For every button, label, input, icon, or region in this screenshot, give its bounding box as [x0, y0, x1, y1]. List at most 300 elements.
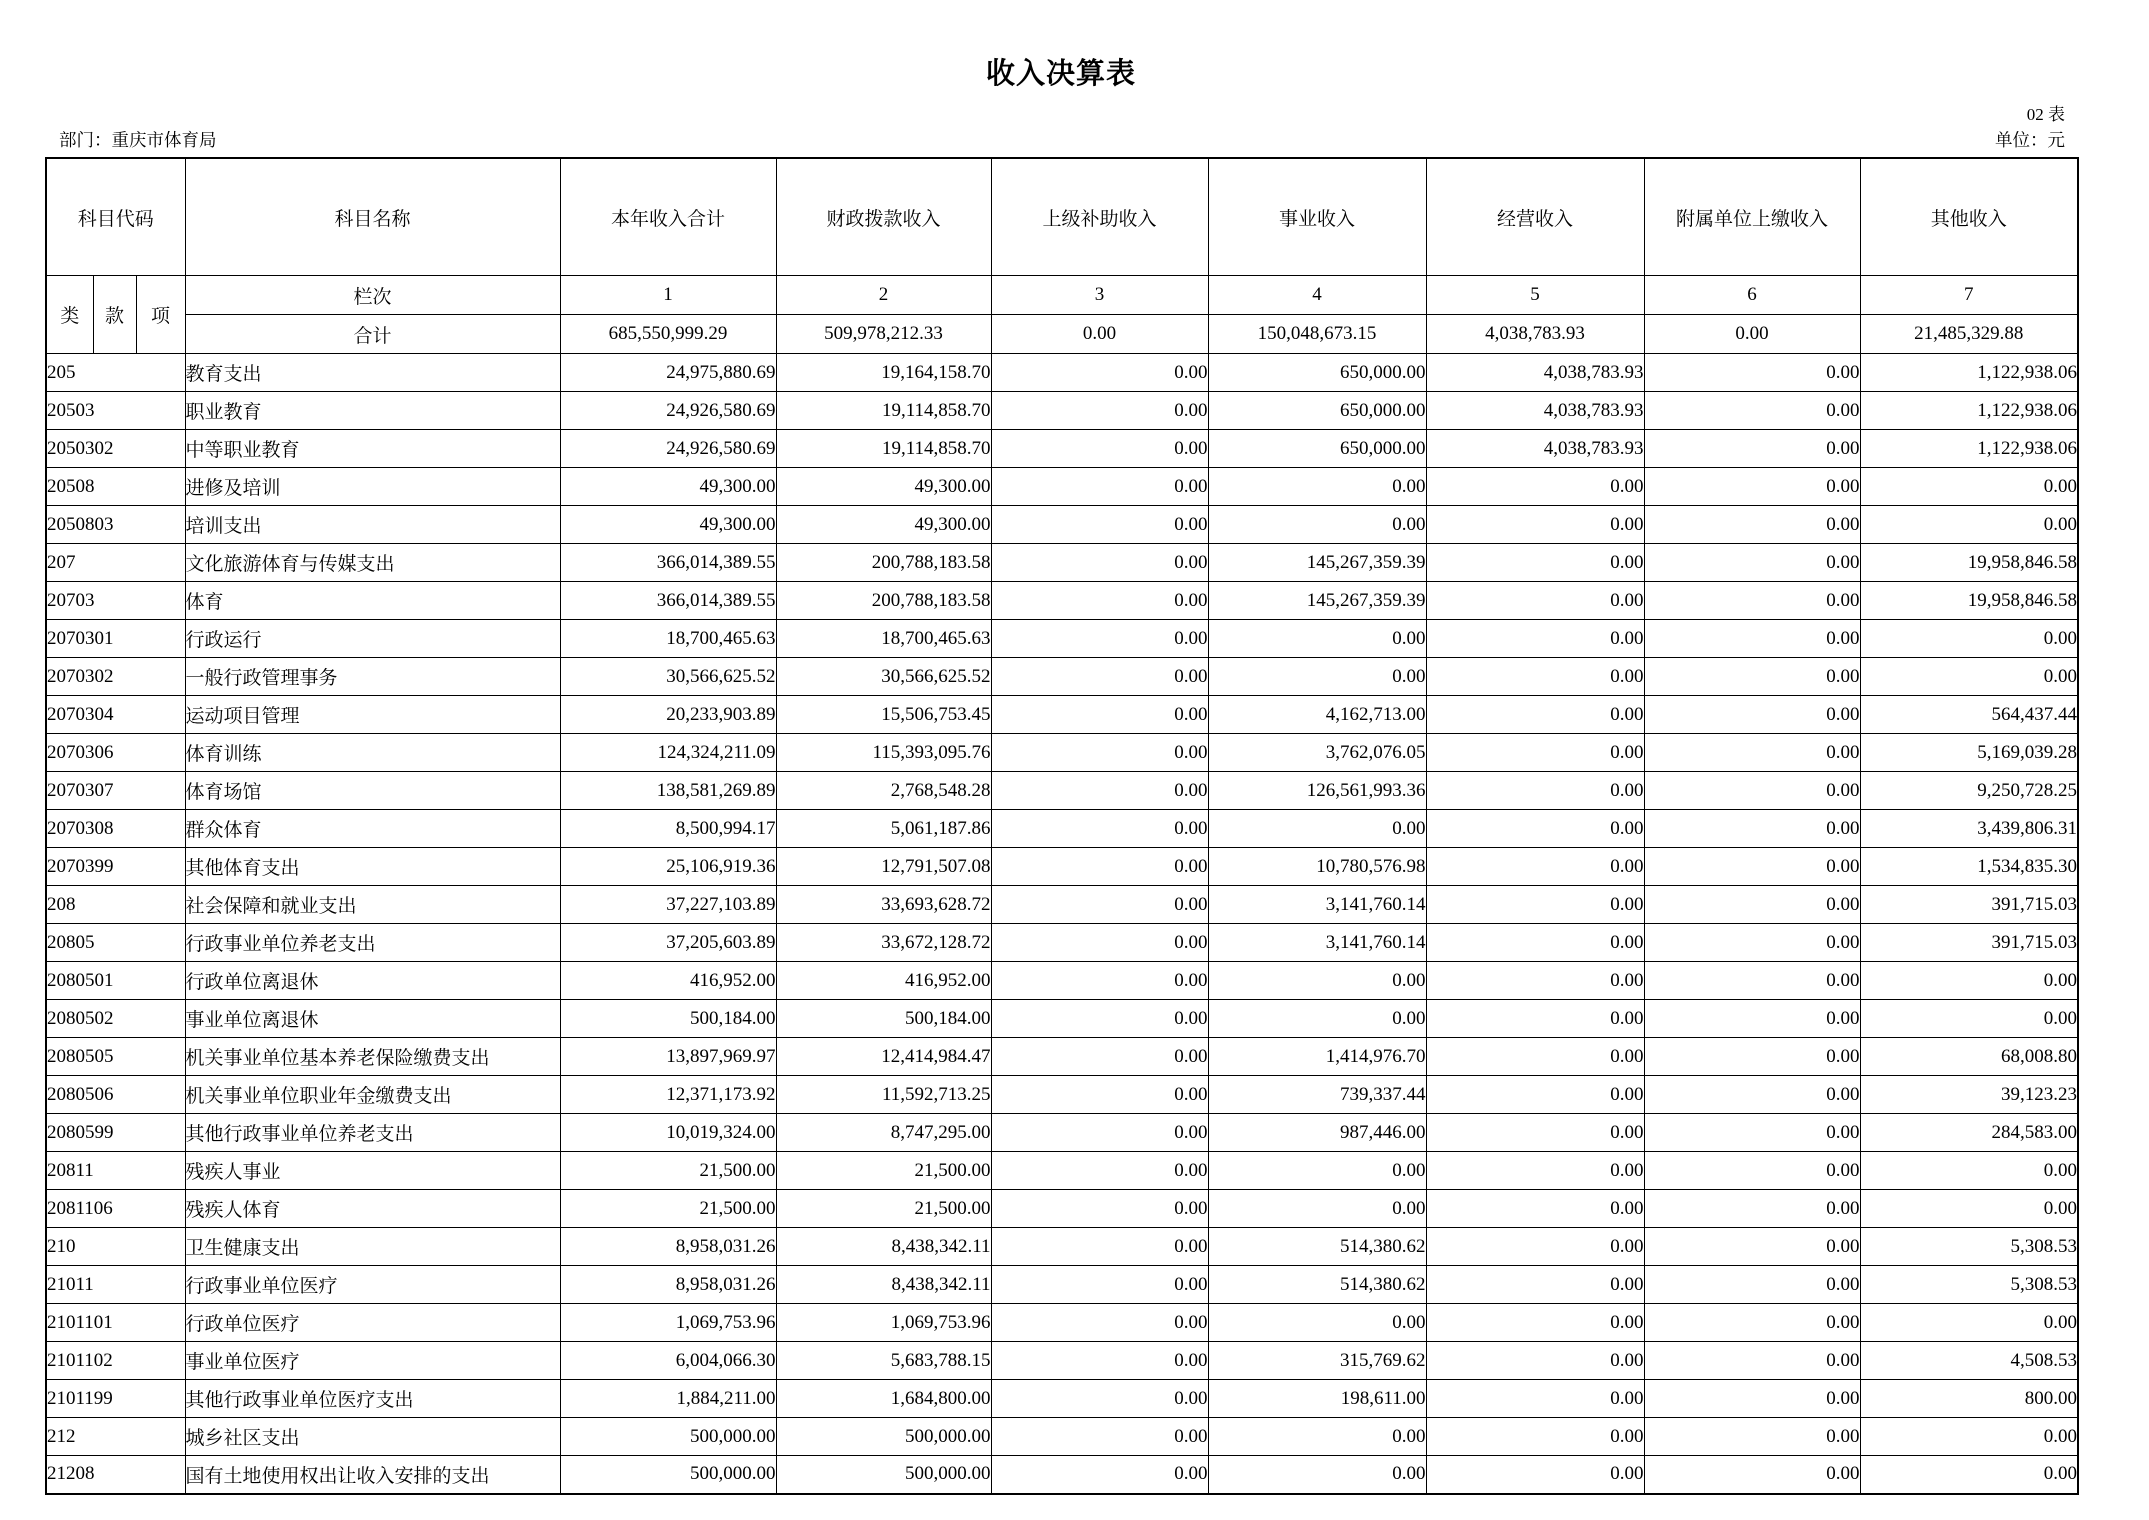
value-cell: 366,014,389.55	[560, 582, 776, 620]
value-cell: 8,747,295.00	[776, 1114, 991, 1152]
income-final-accounts-table	[45, 157, 2079, 1495]
code-cell: 20508	[46, 468, 185, 506]
value-cell: 145,267,359.39	[1208, 582, 1426, 620]
value-cell: 0.00	[1644, 1380, 1860, 1418]
value-cell: 0.00	[1426, 1266, 1644, 1304]
value-cell: 0.00	[991, 658, 1208, 696]
value-cell: 0.00	[1644, 848, 1860, 886]
header-col-total-income: 本年收入合计	[560, 158, 776, 276]
value-cell: 3,439,806.31	[1860, 810, 2078, 848]
name-cell: 教育支出	[185, 354, 560, 392]
value-cell: 0.00	[991, 924, 1208, 962]
name-cell: 行政单位医疗	[185, 1304, 560, 1342]
value-cell: 500,000.00	[560, 1456, 776, 1494]
value-cell: 500,000.00	[560, 1418, 776, 1456]
value-cell: 0.00	[1426, 962, 1644, 1000]
value-cell: 6,004,066.30	[560, 1342, 776, 1380]
value-cell: 0.00	[991, 582, 1208, 620]
value-cell: 0.00	[1644, 1000, 1860, 1038]
value-cell: 0.00	[1644, 582, 1860, 620]
table-row	[46, 1152, 2078, 1190]
value-cell: 1,684,800.00	[776, 1380, 991, 1418]
table-row	[46, 1000, 2078, 1038]
value-cell: 500,000.00	[776, 1456, 991, 1494]
value-cell: 0.00	[1208, 658, 1426, 696]
value-cell: 0.00	[991, 544, 1208, 582]
code-cell: 207	[46, 544, 185, 582]
code-cell: 20805	[46, 924, 185, 962]
table-row	[46, 392, 2078, 430]
value-cell: 19,114,858.70	[776, 392, 991, 430]
value-cell: 650,000.00	[1208, 392, 1426, 430]
value-cell: 0.00	[1860, 1000, 2078, 1038]
value-cell: 0.00	[1426, 1152, 1644, 1190]
value-cell: 0.00	[991, 1190, 1208, 1228]
value-cell: 1,122,938.06	[1860, 392, 2078, 430]
value-cell: 0.00	[1644, 506, 1860, 544]
value-cell: 0.00	[1426, 1380, 1644, 1418]
code-cell: 2070307	[46, 772, 185, 810]
value-cell: 33,672,128.72	[776, 924, 991, 962]
value-cell: 0.00	[1208, 810, 1426, 848]
page-title: 收入决算表	[985, 58, 1136, 90]
table-row	[46, 1304, 2078, 1342]
name-cell: 进修及培训	[185, 468, 560, 506]
value-cell: 0.00	[1426, 848, 1644, 886]
value-cell: 0.00	[1644, 734, 1860, 772]
value-cell: 739,337.44	[1208, 1076, 1426, 1114]
value-cell: 1,414,976.70	[1208, 1038, 1426, 1076]
table-row	[46, 430, 2078, 468]
column-index-row	[46, 276, 2078, 315]
name-cell: 运动项目管理	[185, 696, 560, 734]
code-cell: 2101199	[46, 1380, 185, 1418]
table-row	[46, 506, 2078, 544]
value-cell: 5,683,788.15	[776, 1342, 991, 1380]
value-cell: 514,380.62	[1208, 1228, 1426, 1266]
name-cell: 社会保障和就业支出	[185, 886, 560, 924]
value-cell: 21,500.00	[560, 1190, 776, 1228]
value-cell: 0.00	[991, 848, 1208, 886]
value-cell: 1,122,938.06	[1860, 430, 2078, 468]
value-cell: 0.00	[1426, 924, 1644, 962]
value-cell: 0.00	[1644, 1456, 1860, 1494]
table-row	[46, 354, 2078, 392]
value-cell: 0.00	[1426, 544, 1644, 582]
col-number: 1	[560, 276, 776, 315]
table-row	[46, 1266, 2078, 1304]
value-cell: 0.00	[1208, 506, 1426, 544]
value-cell: 0.00	[1208, 962, 1426, 1000]
value-cell: 0.00	[1426, 1418, 1644, 1456]
total-value: 685,550,999.29	[560, 315, 776, 354]
value-cell: 0.00	[991, 696, 1208, 734]
value-cell: 37,205,603.89	[560, 924, 776, 962]
name-cell: 机关事业单位职业年金缴费支出	[185, 1076, 560, 1114]
value-cell: 3,141,760.14	[1208, 924, 1426, 962]
value-cell: 500,184.00	[776, 1000, 991, 1038]
value-cell: 0.00	[1644, 696, 1860, 734]
name-cell: 事业单位离退休	[185, 1000, 560, 1038]
value-cell: 33,693,628.72	[776, 886, 991, 924]
table-row	[46, 582, 2078, 620]
value-cell: 30,566,625.52	[560, 658, 776, 696]
table-row	[46, 658, 2078, 696]
table-row	[46, 544, 2078, 582]
value-cell: 13,897,969.97	[560, 1038, 776, 1076]
value-cell: 0.00	[1426, 1076, 1644, 1114]
table-row	[46, 1228, 2078, 1266]
value-cell: 0.00	[1426, 772, 1644, 810]
value-cell: 24,975,880.69	[560, 354, 776, 392]
value-cell: 0.00	[1644, 354, 1860, 392]
name-cell: 群众体育	[185, 810, 560, 848]
name-cell: 职业教育	[185, 392, 560, 430]
value-cell: 0.00	[1208, 1152, 1426, 1190]
value-cell: 124,324,211.09	[560, 734, 776, 772]
code-cell: 210	[46, 1228, 185, 1266]
value-cell: 0.00	[1426, 886, 1644, 924]
value-cell: 0.00	[991, 620, 1208, 658]
code-cell: 2050302	[46, 430, 185, 468]
value-cell: 12,371,173.92	[560, 1076, 776, 1114]
col-number: 6	[1644, 276, 1860, 315]
value-cell: 0.00	[1644, 658, 1860, 696]
value-cell: 4,508.53	[1860, 1342, 2078, 1380]
name-cell: 行政事业单位医疗	[185, 1266, 560, 1304]
header-row	[46, 158, 2078, 276]
name-cell: 体育训练	[185, 734, 560, 772]
department-label: 部门：重庆市体育局	[59, 130, 217, 150]
value-cell: 1,069,753.96	[560, 1304, 776, 1342]
value-cell: 1,069,753.96	[776, 1304, 991, 1342]
value-cell: 8,958,031.26	[560, 1228, 776, 1266]
value-cell: 0.00	[1644, 544, 1860, 582]
value-cell: 0.00	[1426, 1190, 1644, 1228]
value-cell: 0.00	[1860, 1152, 2078, 1190]
value-cell: 0.00	[1426, 468, 1644, 506]
value-cell: 37,227,103.89	[560, 886, 776, 924]
value-cell: 391,715.03	[1860, 886, 2078, 924]
code-cell: 2080502	[46, 1000, 185, 1038]
value-cell: 315,769.62	[1208, 1342, 1426, 1380]
value-cell: 0.00	[991, 1114, 1208, 1152]
name-cell: 一般行政管理事务	[185, 658, 560, 696]
value-cell: 10,019,324.00	[560, 1114, 776, 1152]
code-cell: 20811	[46, 1152, 185, 1190]
value-cell: 650,000.00	[1208, 430, 1426, 468]
value-cell: 650,000.00	[1208, 354, 1426, 392]
value-cell: 391,715.03	[1860, 924, 2078, 962]
table-row	[46, 620, 2078, 658]
value-cell: 145,267,359.39	[1208, 544, 1426, 582]
value-cell: 25,106,919.36	[560, 848, 776, 886]
value-cell: 198,611.00	[1208, 1380, 1426, 1418]
value-cell: 0.00	[1860, 1304, 2078, 1342]
col-number: 2	[776, 276, 991, 315]
value-cell: 0.00	[991, 430, 1208, 468]
value-cell: 1,534,835.30	[1860, 848, 2078, 886]
value-cell: 0.00	[1426, 620, 1644, 658]
value-cell: 21,500.00	[560, 1152, 776, 1190]
value-cell: 0.00	[1426, 582, 1644, 620]
value-cell: 30,566,625.52	[776, 658, 991, 696]
code-cell: 205	[46, 354, 185, 392]
code-cell: 2070302	[46, 658, 185, 696]
value-cell: 0.00	[1860, 1190, 2078, 1228]
value-cell: 3,762,076.05	[1208, 734, 1426, 772]
code-cell: 208	[46, 886, 185, 924]
name-cell: 其他行政事业单位养老支出	[185, 1114, 560, 1152]
value-cell: 284,583.00	[1860, 1114, 2078, 1152]
value-cell: 0.00	[1208, 1304, 1426, 1342]
header-class: 类	[46, 276, 93, 354]
header-col-fiscal-appropriation: 财政拨款收入	[776, 158, 991, 276]
value-cell: 987,446.00	[1208, 1114, 1426, 1152]
header-subject-code: 科目代码	[46, 158, 185, 276]
value-cell: 11,592,713.25	[776, 1076, 991, 1114]
code-cell: 2070301	[46, 620, 185, 658]
table-row	[46, 772, 2078, 810]
value-cell: 0.00	[1426, 734, 1644, 772]
value-cell: 0.00	[1644, 886, 1860, 924]
value-cell: 68,008.80	[1860, 1038, 2078, 1076]
value-cell: 0.00	[1860, 962, 2078, 1000]
table-row	[46, 1456, 2078, 1494]
value-cell: 18,700,465.63	[560, 620, 776, 658]
value-cell: 0.00	[1644, 1190, 1860, 1228]
value-cell: 8,958,031.26	[560, 1266, 776, 1304]
table-row	[46, 468, 2078, 506]
value-cell: 416,952.00	[776, 962, 991, 1000]
code-cell: 2080505	[46, 1038, 185, 1076]
value-cell: 19,958,846.58	[1860, 582, 2078, 620]
value-cell: 0.00	[991, 1380, 1208, 1418]
value-cell: 0.00	[991, 1228, 1208, 1266]
value-cell: 0.00	[991, 886, 1208, 924]
value-cell: 3,141,760.14	[1208, 886, 1426, 924]
value-cell: 1,884,211.00	[560, 1380, 776, 1418]
name-cell: 国有土地使用权出让收入安排的支出	[185, 1456, 560, 1494]
value-cell: 0.00	[991, 962, 1208, 1000]
value-cell: 0.00	[1644, 810, 1860, 848]
col-number: 5	[1426, 276, 1644, 315]
value-cell: 0.00	[991, 1456, 1208, 1494]
col-number: 4	[1208, 276, 1426, 315]
value-cell: 0.00	[1426, 506, 1644, 544]
name-cell: 行政单位离退休	[185, 962, 560, 1000]
value-cell: 0.00	[1208, 1418, 1426, 1456]
code-cell: 2080506	[46, 1076, 185, 1114]
table-row	[46, 924, 2078, 962]
value-cell: 200,788,183.58	[776, 582, 991, 620]
header-subject-name: 科目名称	[185, 158, 560, 276]
meta-row	[45, 128, 2077, 152]
value-cell: 0.00	[1426, 1000, 1644, 1038]
value-cell: 0.00	[1644, 962, 1860, 1000]
value-cell: 19,114,858.70	[776, 430, 991, 468]
value-cell: 0.00	[1644, 772, 1860, 810]
name-cell: 行政运行	[185, 620, 560, 658]
table-body	[46, 354, 2078, 1494]
value-cell: 0.00	[1426, 658, 1644, 696]
value-cell: 0.00	[991, 354, 1208, 392]
table-row	[46, 1076, 2078, 1114]
value-cell: 0.00	[1644, 1304, 1860, 1342]
value-cell: 10,780,576.98	[1208, 848, 1426, 886]
value-cell: 138,581,269.89	[560, 772, 776, 810]
value-cell: 0.00	[991, 1418, 1208, 1456]
name-cell: 城乡社区支出	[185, 1418, 560, 1456]
value-cell: 21,500.00	[776, 1190, 991, 1228]
table-row	[46, 962, 2078, 1000]
value-cell: 0.00	[1860, 620, 2078, 658]
value-cell: 39,123.23	[1860, 1076, 2078, 1114]
total-value: 509,978,212.33	[776, 315, 991, 354]
name-cell: 体育	[185, 582, 560, 620]
table-row	[46, 810, 2078, 848]
value-cell: 4,038,783.93	[1426, 354, 1644, 392]
value-cell: 0.00	[1644, 1076, 1860, 1114]
value-cell: 0.00	[1644, 620, 1860, 658]
value-cell: 0.00	[991, 734, 1208, 772]
value-cell: 0.00	[991, 810, 1208, 848]
value-cell: 0.00	[1644, 1266, 1860, 1304]
value-cell: 0.00	[1644, 1152, 1860, 1190]
table-row	[46, 848, 2078, 886]
value-cell: 500,000.00	[776, 1418, 991, 1456]
value-cell: 5,308.53	[1860, 1228, 2078, 1266]
table-row	[46, 1418, 2078, 1456]
value-cell: 20,233,903.89	[560, 696, 776, 734]
name-cell: 行政事业单位养老支出	[185, 924, 560, 962]
col-number: 3	[991, 276, 1208, 315]
code-cell: 2070306	[46, 734, 185, 772]
value-cell: 12,414,984.47	[776, 1038, 991, 1076]
header-col-operational-income: 事业收入	[1208, 158, 1426, 276]
value-cell: 0.00	[1208, 468, 1426, 506]
value-cell: 0.00	[1208, 1000, 1426, 1038]
value-cell: 0.00	[1644, 924, 1860, 962]
value-cell: 0.00	[991, 468, 1208, 506]
value-cell: 0.00	[1644, 392, 1860, 430]
name-cell: 残疾人体育	[185, 1190, 560, 1228]
value-cell: 19,164,158.70	[776, 354, 991, 392]
code-cell: 2050803	[46, 506, 185, 544]
value-cell: 0.00	[1426, 1038, 1644, 1076]
value-cell: 564,437.44	[1860, 696, 2078, 734]
name-cell: 事业单位医疗	[185, 1342, 560, 1380]
value-cell: 0.00	[1860, 468, 2078, 506]
value-cell: 5,169,039.28	[1860, 734, 2078, 772]
name-cell: 其他体育支出	[185, 848, 560, 886]
table-number: 02 表	[2026, 105, 2065, 124]
value-cell: 416,952.00	[560, 962, 776, 1000]
value-cell: 800.00	[1860, 1380, 2078, 1418]
value-cell: 0.00	[991, 1342, 1208, 1380]
grand-total-row	[46, 315, 2078, 354]
value-cell: 0.00	[1644, 468, 1860, 506]
value-cell: 0.00	[1426, 810, 1644, 848]
value-cell: 0.00	[1860, 506, 2078, 544]
value-cell: 0.00	[991, 392, 1208, 430]
header-section: 款	[93, 276, 136, 354]
total-value: 0.00	[991, 315, 1208, 354]
value-cell: 0.00	[1644, 1038, 1860, 1076]
value-cell: 4,038,783.93	[1426, 430, 1644, 468]
value-cell: 200,788,183.58	[776, 544, 991, 582]
table-row	[46, 734, 2078, 772]
value-cell: 0.00	[991, 1304, 1208, 1342]
code-cell: 20503	[46, 392, 185, 430]
code-cell: 212	[46, 1418, 185, 1456]
value-cell: 24,926,580.69	[560, 392, 776, 430]
value-cell: 49,300.00	[560, 468, 776, 506]
value-cell: 0.00	[1860, 1456, 2078, 1494]
name-cell: 中等职业教育	[185, 430, 560, 468]
value-cell: 0.00	[1860, 658, 2078, 696]
name-cell: 卫生健康支出	[185, 1228, 560, 1266]
value-cell: 0.00	[1426, 1114, 1644, 1152]
code-cell: 2081106	[46, 1190, 185, 1228]
code-cell: 2070308	[46, 810, 185, 848]
value-cell: 8,500,994.17	[560, 810, 776, 848]
value-cell: 8,438,342.11	[776, 1228, 991, 1266]
value-cell: 0.00	[1208, 620, 1426, 658]
value-cell: 19,958,846.58	[1860, 544, 2078, 582]
value-cell: 12,791,507.08	[776, 848, 991, 886]
name-cell: 培训支出	[185, 506, 560, 544]
value-cell: 0.00	[991, 1266, 1208, 1304]
unit-label: 单位：元	[1995, 130, 2065, 150]
value-cell: 0.00	[991, 772, 1208, 810]
code-cell: 2070399	[46, 848, 185, 886]
value-cell: 0.00	[991, 1000, 1208, 1038]
report-sheet	[45, 0, 2077, 1495]
value-cell: 0.00	[1644, 1342, 1860, 1380]
value-cell: 0.00	[1208, 1456, 1426, 1494]
value-cell: 0.00	[1644, 430, 1860, 468]
value-cell: 0.00	[991, 1152, 1208, 1190]
code-cell: 21011	[46, 1266, 185, 1304]
value-cell: 1,122,938.06	[1860, 354, 2078, 392]
value-cell: 0.00	[1644, 1114, 1860, 1152]
total-value: 0.00	[1644, 315, 1860, 354]
value-cell: 126,561,993.36	[1208, 772, 1426, 810]
col-number: 7	[1860, 276, 2078, 315]
name-cell: 体育场馆	[185, 772, 560, 810]
value-cell: 0.00	[1426, 1228, 1644, 1266]
code-cell: 2080501	[46, 962, 185, 1000]
value-cell: 0.00	[991, 1038, 1208, 1076]
total-label: 合计	[185, 315, 560, 354]
table-row	[46, 1114, 2078, 1152]
table-row	[46, 1342, 2078, 1380]
value-cell: 366,014,389.55	[560, 544, 776, 582]
value-cell: 15,506,753.45	[776, 696, 991, 734]
code-cell: 21208	[46, 1456, 185, 1494]
header-col-other-income: 其他收入	[1860, 158, 2078, 276]
value-cell: 0.00	[1208, 1190, 1426, 1228]
value-cell: 24,926,580.69	[560, 430, 776, 468]
table-row	[46, 1190, 2078, 1228]
value-cell: 2,768,548.28	[776, 772, 991, 810]
code-cell: 20703	[46, 582, 185, 620]
table-row	[46, 696, 2078, 734]
value-cell: 0.00	[1426, 696, 1644, 734]
code-cell: 2101102	[46, 1342, 185, 1380]
header-col-superior-subsidy: 上级补助收入	[991, 158, 1208, 276]
